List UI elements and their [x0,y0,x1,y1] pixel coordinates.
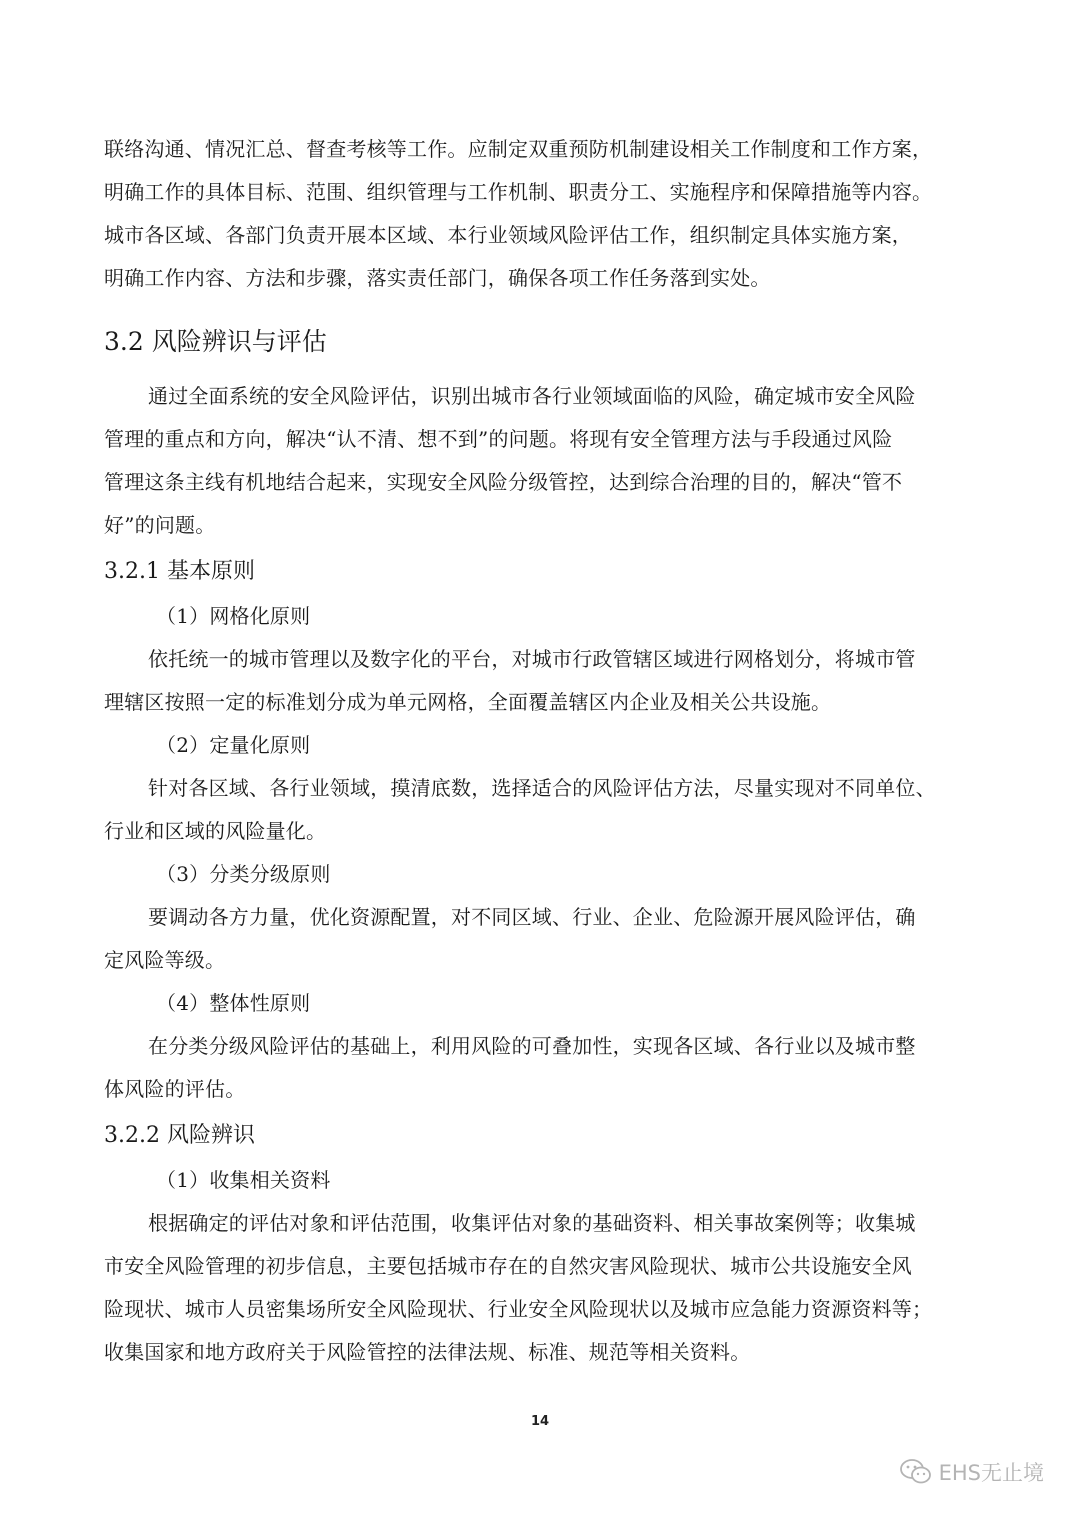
page-number: 14 [530,1414,550,1429]
item-heading: （1）收集相关资料 [156,1168,331,1192]
text-line: 通过全面系统的安全风险评估，识别出城市各行业领域面临的风险，确定城市安全风险 [148,384,916,408]
text-line: 根据确定的评估对象和评估范围，收集评估对象的基础资料、相关事故案例等；收集城 [148,1211,916,1235]
principle-heading: （2）定量化原则 [156,733,311,757]
text-line: 针对各区域、各行业领域，摸清底数，选择适合的风险评估方法，尽量实现对不同单位、 [148,776,936,800]
text-line: 理辖区按照一定的标准划分成为单元网格，全面覆盖辖区内企业及相关公共设施。 [104,690,832,714]
text-line: 市安全风险管理的初步信息，主要包括城市存在的自然灾害风险现状、城市公共设施安全风 [104,1254,912,1278]
text-line: 定风险等级。 [104,948,226,972]
intro-paragraph [104,128,994,300]
section-heading-3-2: 3.2 风险辨识与评估 [104,327,327,356]
principle-grid [104,595,994,724]
text-line: 体风险的评估。 [104,1077,246,1101]
section-heading-3-2-1: 3.2.1 基本原则 [104,559,255,584]
text-line: 管理的重点和方向，解决“认不清、想不到”的问题。将现有安全管理方法与手段通过风险 [104,427,893,451]
wechat-icon [899,1458,933,1486]
text-line: 险现状、城市人员密集场所安全风险现状、行业安全风险现状以及城市应急能力资源资料等； [104,1297,933,1321]
text-line: 要调动各方力量，优化资源配置，对不同区域、行业、企业、危险源开展风险评估，确 [148,905,916,929]
text-line: 依托统一的城市管理以及数字化的平台，对城市行政管辖区域进行网格划分，将城市管 [148,647,916,671]
risk-identification-item [104,1159,994,1374]
principle-classification [104,853,994,982]
principle-quantification [104,724,994,853]
document-page [104,128,994,1374]
watermark [899,1457,1044,1487]
text-line: 在分类分级风险评估的基础上，利用风险的可叠加性，实现各区域、各行业以及城市整 [148,1034,916,1058]
text-line: 联络沟通、情况汇总、督查考核等工作。应制定双重预防机制建设相关工作制度和工作方案， [104,137,933,161]
text-line: 城市各区域、各部门负责开展本区域、本行业领域风险评估工作，组织制定具体实施方案， [104,223,912,247]
text-line: 明确工作的具体目标、范围、组织管理与工作机制、职责分工、实施程序和保障措施等内容。 [104,180,933,204]
principle-heading: （1）网格化原则 [156,604,311,628]
text-line: 管理这条主线有机地结合起来，实现安全风险分级管控，达到综合治理的目的，解决“管不 [104,470,903,494]
text-line: 行业和区域的风险量化。 [104,819,327,843]
section-heading-3-2-2: 3.2.2 风险辨识 [104,1123,255,1148]
watermark-text: EHS无止境 [938,1461,1044,1485]
section-3-2-paragraph [104,375,994,547]
principle-heading: （4）整体性原则 [156,991,311,1015]
text-line: 收集国家和地方政府关于风险管控的法律法规、标准、规范等相关资料。 [104,1340,751,1364]
principle-heading: （3）分类分级原则 [156,862,331,886]
text-line: 明确工作内容、方法和步骤，落实责任部门，确保各项工作任务落到实处。 [104,266,771,290]
text-line: 好”的问题。 [104,513,216,537]
principle-integrity [104,982,994,1111]
